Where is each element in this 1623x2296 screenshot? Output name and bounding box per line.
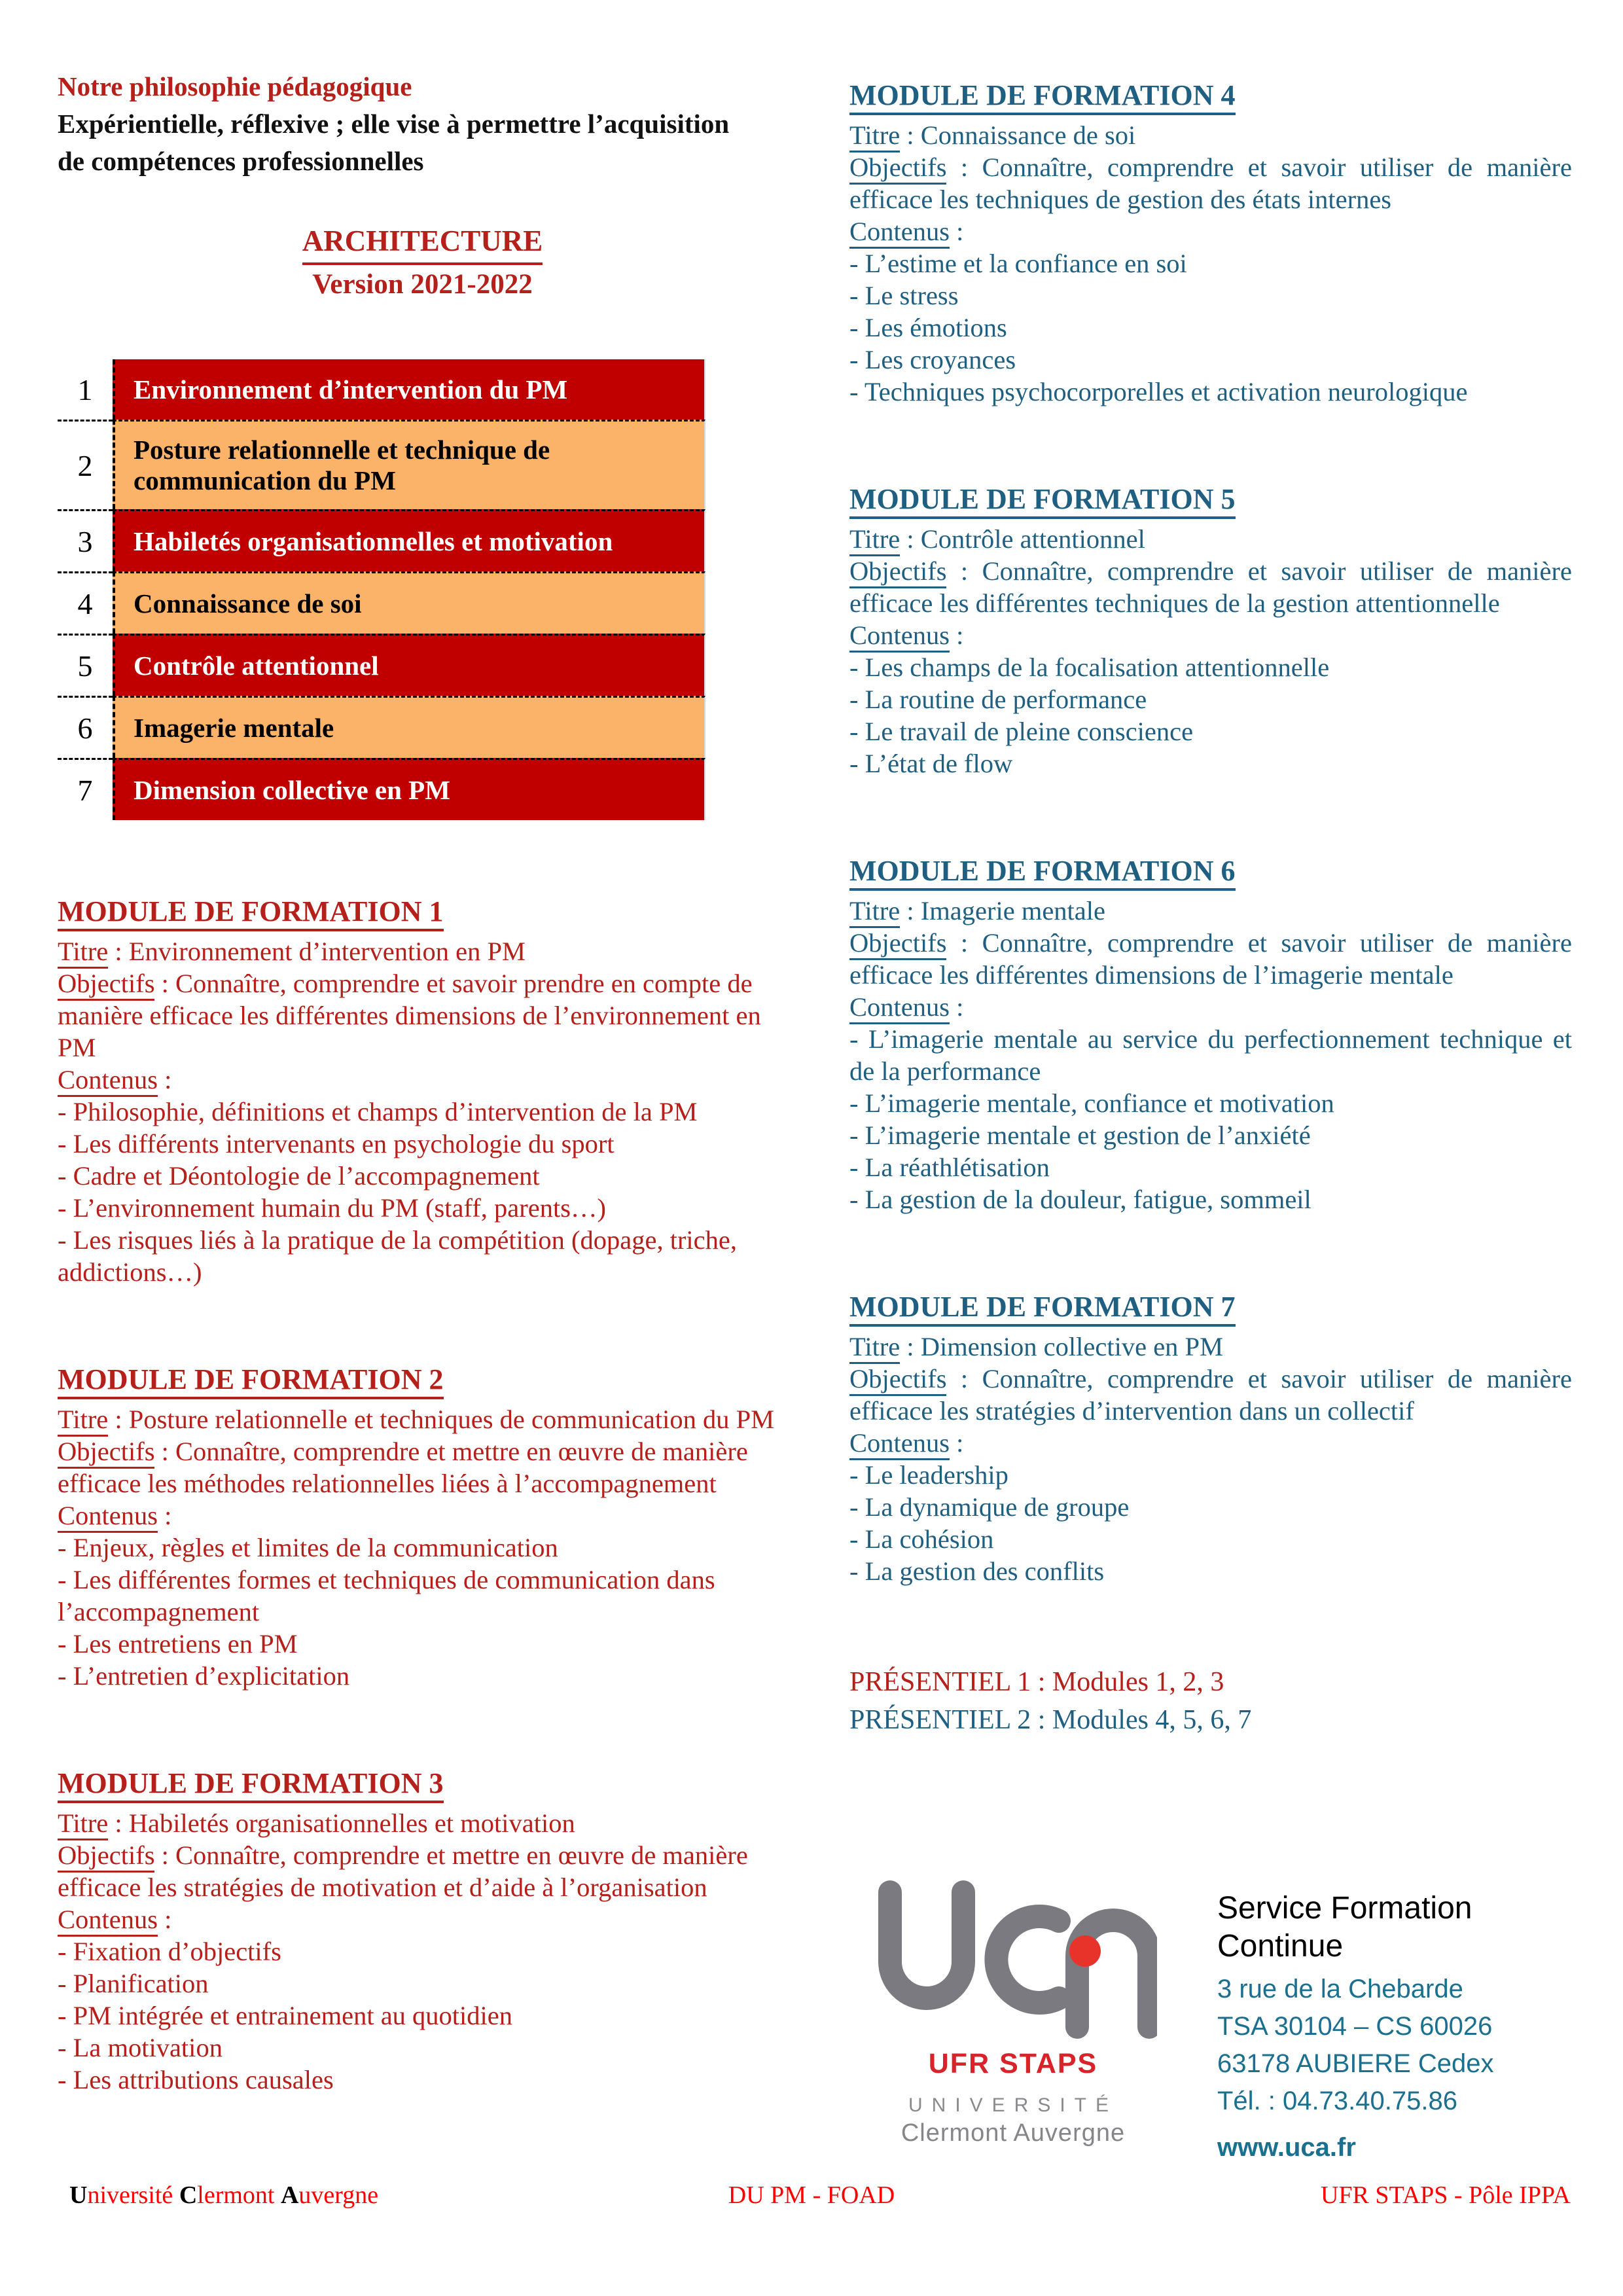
module-content-item: - Les différentes formes et techniques de communication dans l’accompagnement <box>58 1565 715 1626</box>
footer-ufr: UFR STAPS - Pôle IPPA <box>1320 2181 1571 2209</box>
module-objectifs: Objectifs : Connaître, comprendre et savoir prendre en compte de manière efficace les différentes dimensions de l’environnement en PM <box>58 969 761 1062</box>
module-objectifs: Objectifs : Connaître, comprendre et savoir utiliser de manière efficace les techniques de gestion des états internes <box>849 152 1572 214</box>
module-5-section <box>849 481 1572 780</box>
module-contenus-label: Contenus : <box>849 619 1572 651</box>
module-2-section <box>58 1361 787 1692</box>
table-row <box>58 634 705 696</box>
module-titre: Titre : Dimension collective en PM <box>849 1331 1572 1363</box>
module-content-item: - L’environnement humain du PM (staff, parents…) <box>58 1193 606 1223</box>
footer-center: DU PM - FOAD <box>728 2181 895 2209</box>
website-link: www.uca.fr <box>1217 2133 1356 2162</box>
uca-logo-block <box>849 1878 1177 2147</box>
module-content-item: - Les croyances <box>849 345 1016 374</box>
module-content-item: - PM intégrée et entrainement au quotidien <box>58 2001 513 2030</box>
module-contenus-label: Contenus : <box>58 1499 787 1532</box>
module-content-item: - L’imagerie mentale au service du perfectionnement technique et de la performance <box>849 1024 1572 1086</box>
table-row <box>58 696 705 758</box>
phone-line: Tél. : 04.73.40.75.86 <box>1217 2087 1457 2115</box>
module-objectifs: Objectifs : Connaître, comprendre et savoir utiliser de manière efficace les différentes techniques de la gestion attentionnelle <box>849 556 1572 618</box>
row-number: 4 <box>58 571 113 634</box>
row-number: 3 <box>58 509 113 571</box>
module-3-heading: MODULE DE FORMATION 3 <box>58 1765 787 1802</box>
clermont-auvergne-label: Clermont Auvergne <box>901 2119 1126 2147</box>
address-line: 3 rue de la Chebarde <box>1217 1975 1463 2003</box>
row-label: Habiletés organisationnelles et motivation <box>113 509 705 571</box>
row-number: 2 <box>58 420 113 509</box>
row-number: 7 <box>58 758 113 820</box>
right-column <box>849 77 1572 2166</box>
module-content-item: - Les champs de la focalisation attentionnelle <box>849 653 1330 682</box>
row-label: Connaissance de soi <box>113 571 705 634</box>
module-contenus-label: Contenus : <box>849 1427 1572 1459</box>
logo-red-dot <box>1069 1935 1101 1967</box>
module-objectifs: Objectifs : Connaître, comprendre et savoir utiliser de manière efficace les différentes dimensions de l’imagerie mentale <box>849 928 1572 990</box>
module-content-item: - La réathlétisation <box>849 1153 1050 1182</box>
philosophy-title: Notre philosophie pédagogique <box>58 71 412 101</box>
module-objectifs: Objectifs : Connaître, comprendre et mettre en œuvre de manière efficace les méthodes relationnelles liées à l’accompagnement <box>58 1437 748 1498</box>
module-content-item: - La cohésion <box>849 1524 994 1554</box>
module-titre: Titre : Posture relationnelle et techniques de communication du PM <box>58 1403 787 1435</box>
table-row <box>58 571 705 634</box>
logo-contact-row <box>849 1878 1572 2166</box>
module-content-item: - Les entretiens en PM <box>58 1629 298 1659</box>
module-content-item: - Planification <box>58 1969 209 1998</box>
module-6-heading: MODULE DE FORMATION 6 <box>849 853 1572 889</box>
module-objectifs: Objectifs : Connaître, comprendre et mettre en œuvre de manière efficace les stratégies de motivation et d’aide à l’organisation <box>58 1840 748 1902</box>
philosophy-line: de compétences professionnelles <box>58 146 424 176</box>
footer-university: Université Clermont Auvergne <box>69 2181 379 2209</box>
module-contenus-label: Contenus : <box>849 215 1572 247</box>
philosophy-block <box>58 68 787 180</box>
architecture-title: ARCHITECTURE <box>302 221 543 265</box>
row-label: Environnement d’intervention du PM <box>113 359 705 420</box>
module-titre: Titre : Contrôle attentionnel <box>849 523 1572 555</box>
module-content-item: - L’estime et la confiance en soi <box>849 249 1187 278</box>
module-4-section <box>849 77 1572 408</box>
module-content-item: - Philosophie, définitions et champs d’intervention de la PM <box>58 1097 698 1126</box>
philosophy-line: Expérientielle, réflexive ; elle vise à permettre l’acquisition <box>58 109 730 139</box>
module-content-item: - La dynamique de groupe <box>849 1492 1130 1522</box>
module-1-heading: MODULE DE FORMATION 1 <box>58 893 787 930</box>
module-content-item: - Le stress <box>849 281 959 310</box>
row-number: 1 <box>77 372 93 406</box>
module-content-item: - Fixation d’objectifs <box>58 1937 281 1966</box>
module-3-section <box>58 1765 787 2096</box>
module-content-item: - L’imagerie mentale et gestion de l’anxiété <box>849 1121 1311 1150</box>
module-objectifs: Objectifs : Connaître, comprendre et savoir utiliser de manière efficace les stratégies d’intervention dans un collectif <box>849 1364 1572 1426</box>
module-2-heading: MODULE DE FORMATION 2 <box>58 1361 787 1398</box>
row-label: Contrôle attentionnel <box>113 634 705 696</box>
module-content-item: - La motivation <box>58 2033 223 2062</box>
left-column <box>58 68 787 2096</box>
module-7-section <box>849 1289 1572 1587</box>
module-content-item: - Les attributions causales <box>58 2065 334 2094</box>
uca-logo-icon <box>869 1878 1157 2041</box>
module-content-item: - Les risques liés à la pratique de la compétition (dopage, triche, addictions…) <box>58 1225 738 1287</box>
module-content-item: - La routine de performance <box>849 685 1147 714</box>
module-content-item: - Le travail de pleine conscience <box>849 717 1194 746</box>
row-number: 5 <box>58 634 113 696</box>
module-titre: Titre : Imagerie mentale <box>849 895 1572 927</box>
table-row <box>58 420 705 509</box>
row-label: Posture relationnelle et technique de communication du PM <box>113 420 705 509</box>
architecture-block <box>58 221 787 304</box>
module-contenus-label: Contenus : <box>849 991 1572 1023</box>
table-row <box>58 509 705 571</box>
ufr-staps-label: UFR STAPS <box>928 2048 1098 2079</box>
universite-label: UNIVERSITÉ <box>908 2094 1118 2116</box>
module-1-section <box>58 893 787 1288</box>
module-content-item: - Les différents intervenants en psychologie du sport <box>58 1129 615 1158</box>
presentiel-block <box>849 1663 1572 1739</box>
module-content-item: - Cadre et Déontologie de l’accompagnement <box>58 1161 540 1191</box>
module-content-item: - L’imagerie mentale, confiance et motivation <box>849 1088 1334 1118</box>
table-row <box>58 359 705 420</box>
service-title: Service Formation Continue <box>1217 1891 1472 1964</box>
architecture-version: Version 2021-2022 <box>312 269 533 300</box>
module-content-item: - Les émotions <box>849 313 1007 342</box>
module-4-heading: MODULE DE FORMATION 4 <box>849 77 1572 114</box>
module-contenus-label: Contenus : <box>58 1064 787 1096</box>
module-content-item: - La gestion de la douleur, fatigue, sommeil <box>849 1185 1311 1214</box>
module-content-item: - L’état de flow <box>849 749 1013 778</box>
module-titre: Titre : Environnement d’intervention en PM <box>58 935 787 967</box>
module-content-item: - Enjeux, règles et limites de la communication <box>58 1533 558 1562</box>
address-line: 63178 AUBIERE Cedex <box>1217 2049 1494 2078</box>
contact-block <box>1217 1878 1572 2166</box>
row-label: Dimension collective en PM <box>113 758 705 820</box>
module-content-item: - L’entretien d’explicitation <box>58 1661 350 1691</box>
module-titre: Titre : Habiletés organisationnelles et motivation <box>58 1807 787 1839</box>
row-number: 6 <box>58 696 113 758</box>
address-line: TSA 30104 – CS 60026 <box>1217 2012 1493 2041</box>
presentiel-1: PRÉSENTIEL 1 : Modules 1, 2, 3 <box>849 1667 1224 1697</box>
module-content-item: - Le leadership <box>849 1460 1008 1490</box>
modules-overview-table <box>58 359 705 820</box>
module-6-section <box>849 853 1572 1215</box>
presentiel-2: PRÉSENTIEL 2 : Modules 4, 5, 6, 7 <box>849 1705 1252 1735</box>
row-label: Imagerie mentale <box>113 696 705 758</box>
module-content-item: - La gestion des conflits <box>849 1556 1105 1586</box>
module-7-heading: MODULE DE FORMATION 7 <box>849 1289 1572 1325</box>
table-row <box>58 758 705 820</box>
module-5-heading: MODULE DE FORMATION 5 <box>849 481 1572 518</box>
module-titre: Titre : Connaissance de soi <box>849 119 1572 151</box>
module-contenus-label: Contenus : <box>58 1903 787 1935</box>
module-content-item: - Techniques psychocorporelles et activation neurologique <box>849 377 1468 406</box>
